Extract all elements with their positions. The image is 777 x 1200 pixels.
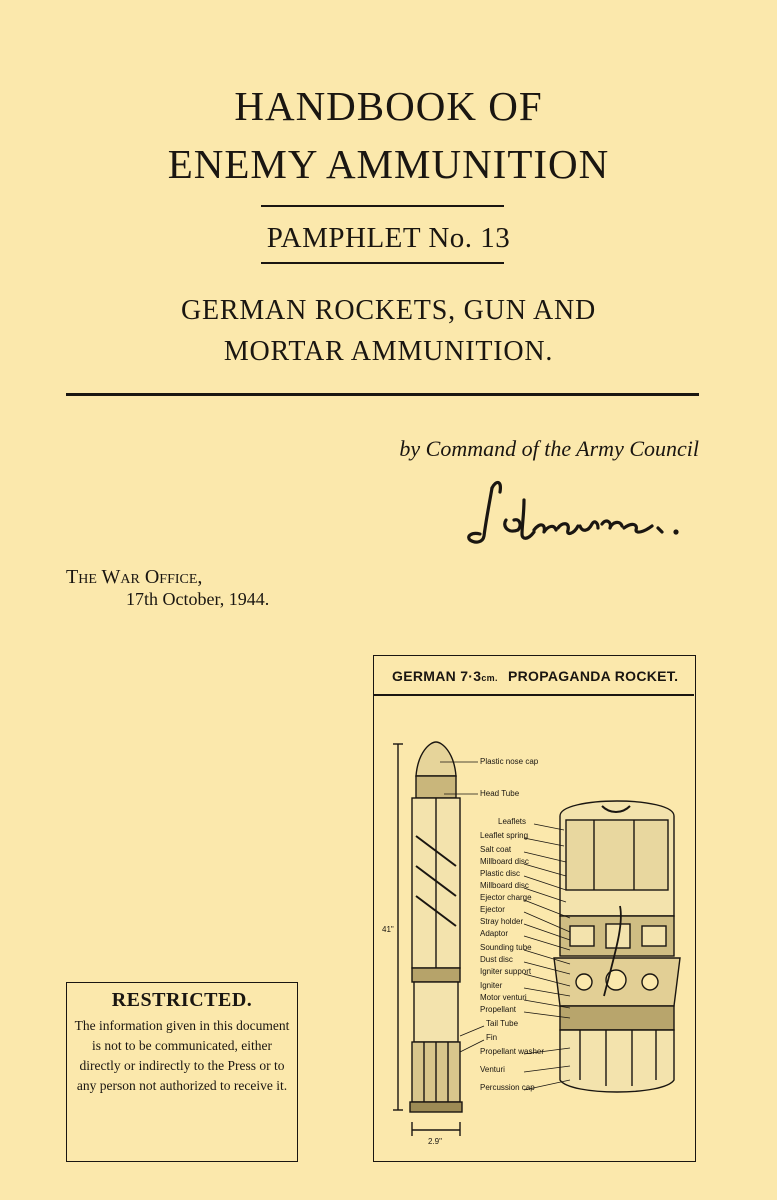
label-stray-holder: Stray holder xyxy=(480,917,524,926)
header-rule xyxy=(66,393,699,396)
office-name: The War Office, xyxy=(66,566,203,588)
restricted-heading: RESTRICTED. xyxy=(111,989,253,1011)
title-line-1: HANDBOOK OF xyxy=(234,83,543,129)
label-propellant-washer: Propellant washer xyxy=(480,1047,545,1056)
office-block xyxy=(66,566,269,610)
label-plastic-disc: Plastic disc xyxy=(480,869,521,878)
figure-title xyxy=(392,668,678,684)
label-dust-disc: Dust disc xyxy=(480,955,513,964)
label-tail-tube: Tail Tube xyxy=(486,1019,519,1028)
label-fin: Fin xyxy=(486,1033,498,1042)
pamphlet-rule-top xyxy=(261,205,504,207)
label-percussion-cap: Percussion cap xyxy=(480,1083,535,1092)
label-ejector: Ejector xyxy=(480,905,505,914)
restricted-text: The information given in this document is not to be communicated, either directly or indirectly to the Press or to any person not authorized to receive it. xyxy=(74,1018,290,1093)
label-head-tube: Head Tube xyxy=(480,789,520,798)
signature-image xyxy=(462,470,692,560)
by-command-text: by Command of the Army Council xyxy=(399,436,699,461)
label-ejector-charge: Ejector charge xyxy=(480,893,532,902)
title-line-2: ENEMY AMMUNITION xyxy=(167,141,610,187)
dimension-length: 41" xyxy=(382,925,394,934)
pamphlet-rule-bottom xyxy=(261,262,504,264)
figure-title-rest: PROPAGANDA ROCKET. xyxy=(507,668,679,684)
label-millboard-disc-2: Millboard disc xyxy=(480,881,529,890)
label-millboard-disc: Millboard disc xyxy=(480,857,529,866)
subject-line-1: GERMAN ROCKETS, GUN AND xyxy=(180,295,597,326)
rocket-drawing xyxy=(374,696,694,1160)
office-date: 17th October, 1944. xyxy=(126,589,270,609)
rocket-figure xyxy=(373,655,696,1162)
label-motor-venturi: Motor venturi xyxy=(480,993,527,1002)
label-leaflets: Leaflets xyxy=(498,817,527,826)
dimension-width: 2.9" xyxy=(428,1137,442,1146)
label-venturi: Venturi xyxy=(480,1065,505,1074)
label-leaflet-spring: Leaflet spring xyxy=(480,831,529,840)
label-salt-coat: Salt coat xyxy=(480,845,512,854)
restricted-notice xyxy=(66,982,298,1162)
label-igniter: Igniter xyxy=(480,981,503,990)
label-plastic-nose-cap: Plastic nose cap xyxy=(480,757,539,766)
label-propellant: Propellant xyxy=(480,1005,517,1014)
label-adaptor: Adaptor xyxy=(480,929,509,938)
figure-title-main: GERMAN 7·3 xyxy=(392,668,482,684)
subject-line-2: MORTAR AMMUNITION. xyxy=(223,336,554,367)
pamphlet-number: PAMPHLET No. 13 xyxy=(266,222,511,254)
figure-title-unit: cm. xyxy=(481,673,498,683)
label-sounding-tube: Sounding tube xyxy=(480,943,532,952)
label-igniter-support: Igniter support xyxy=(480,967,532,976)
